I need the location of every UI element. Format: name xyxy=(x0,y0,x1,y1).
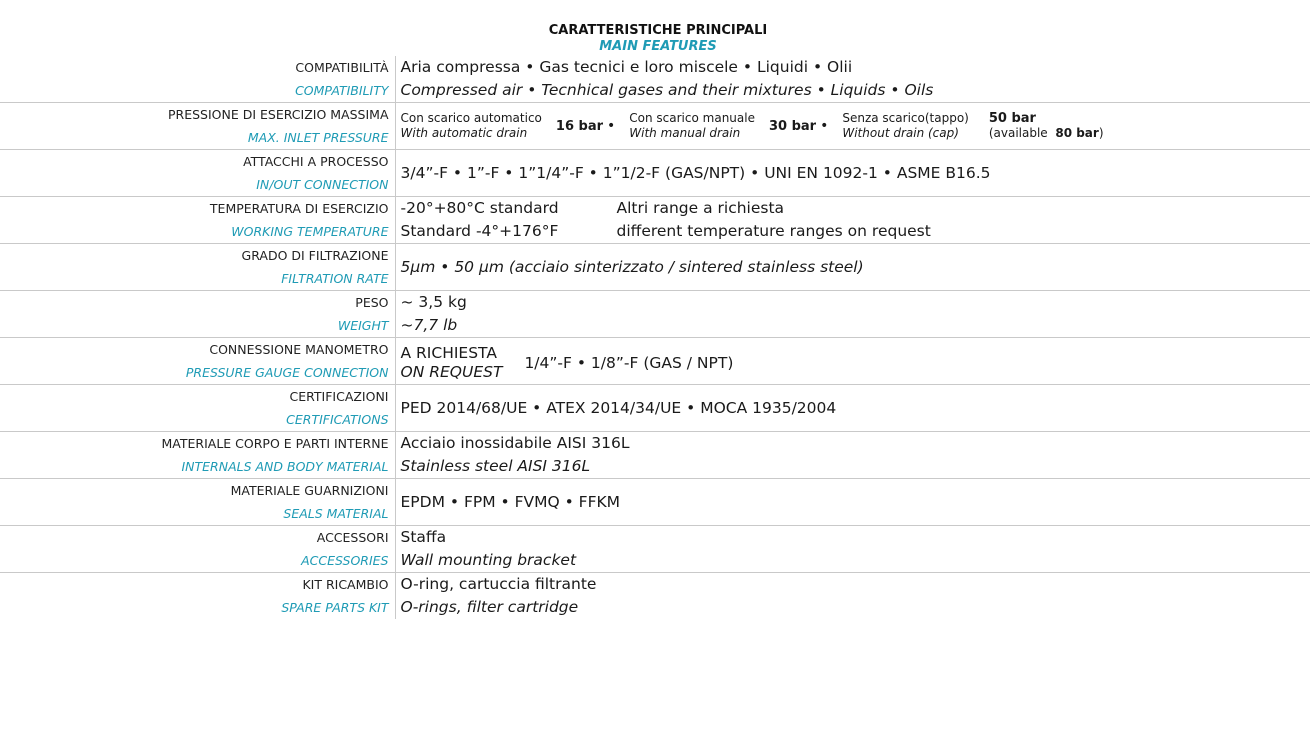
request-italian: A RICHIESTA xyxy=(400,344,497,362)
no-drain-values xyxy=(989,111,1104,141)
row-compatibility xyxy=(0,56,1310,103)
available-suffix: ) xyxy=(1098,126,1104,140)
value-english: Stainless steel AISI 316L xyxy=(400,457,591,475)
label-cell xyxy=(0,479,395,526)
label-cell xyxy=(0,103,395,150)
manual-drain-value: 30 bar xyxy=(768,118,817,134)
label-english: COMPATIBILITY xyxy=(295,83,389,98)
value-cell xyxy=(395,479,1310,526)
label-italian: PESO xyxy=(355,295,389,310)
label-english: ACCESSORIES xyxy=(301,553,389,568)
auto-drain-english: With automatic drain xyxy=(400,126,528,140)
row-gauge-connection xyxy=(0,338,1310,385)
title-italian: CARATTERISTICHE PRINCIPALI xyxy=(548,23,768,38)
value-italian: Staffa xyxy=(400,528,447,546)
row-seals-material xyxy=(0,479,1310,526)
value-pair xyxy=(401,56,1311,102)
no-drain-group xyxy=(842,111,1103,141)
features-table xyxy=(0,56,1310,619)
label-cell xyxy=(0,197,395,244)
separator-dot: • xyxy=(607,118,616,134)
value-cell xyxy=(395,103,1310,150)
label-english: SEALS MATERIAL xyxy=(283,506,389,521)
label-english: WEIGHT xyxy=(337,318,389,333)
manual-drain-group xyxy=(629,111,842,141)
title-english: MAIN FEATURES xyxy=(599,39,717,54)
row-working-temperature xyxy=(0,197,1310,244)
label-cell xyxy=(0,56,395,103)
value-pair xyxy=(401,573,1311,619)
label-italian: TEMPERATURA DI ESERCIZIO xyxy=(209,201,389,216)
temperature-values xyxy=(401,197,1311,243)
label-italian: MATERIALE CORPO E PARTI INTERNE xyxy=(161,436,389,451)
value-english: O-rings, filter cartridge xyxy=(400,598,579,616)
manual-drain-italian: Con scarico manuale xyxy=(629,111,755,125)
label-cell xyxy=(0,385,395,432)
note-italian: Altri range a richiesta xyxy=(616,199,785,217)
range-celsius: -20°+80°C standard xyxy=(400,199,559,217)
row-certifications xyxy=(0,385,1310,432)
temperature-range xyxy=(401,197,617,243)
row-filtration-rate xyxy=(0,244,1310,291)
value-english: Compressed air • Tecnhical gases and their mixtures • Liquids • Oils xyxy=(400,81,934,99)
label-cell xyxy=(0,573,395,620)
value-cell xyxy=(395,432,1310,479)
value-text: 3/4”-F • 1”-F • 1”1/4”-F • 1”1/2-F (GAS/NPT) • UNI EN 1092-1 • ASME B16.5 xyxy=(400,163,991,182)
value-cell xyxy=(395,573,1310,620)
row-max-pressure xyxy=(0,103,1310,150)
features-header xyxy=(0,23,1316,55)
no-drain-label xyxy=(842,111,968,141)
auto-drain-group xyxy=(401,111,630,141)
label-english: FILTRATION RATE xyxy=(281,271,389,286)
label-cell xyxy=(0,291,395,338)
label-cell xyxy=(0,432,395,479)
value-english: ~7,7 lb xyxy=(400,316,458,334)
label-cell xyxy=(0,338,395,385)
label-italian: GRADO DI FILTRAZIONE xyxy=(241,248,389,263)
label-english: MAX. INLET PRESSURE xyxy=(247,130,389,145)
no-drain-value: 50 bar xyxy=(988,111,1036,126)
label-italian: ATTACCHI A PROCESSO xyxy=(243,154,389,169)
value-cell xyxy=(395,56,1310,103)
label-italian: KIT RICAMBIO xyxy=(302,577,389,592)
row-body-material xyxy=(0,432,1310,479)
value-italian: Acciaio inossidabile AISI 316L xyxy=(400,434,630,452)
row-weight xyxy=(0,291,1310,338)
label-cell xyxy=(0,526,395,573)
label-italian: PRESSIONE DI ESERCIZIO MASSIMA xyxy=(167,107,389,122)
label-english: SPARE PARTS KIT xyxy=(281,600,389,615)
label-italian: COMPATIBILITÀ xyxy=(295,60,389,75)
value-italian: ~ 3,5 kg xyxy=(400,293,467,311)
auto-drain-italian: Con scarico automatico xyxy=(400,111,542,125)
label-english: INTERNALS AND BODY MATERIAL xyxy=(181,459,389,474)
label-english: IN/OUT CONNECTION xyxy=(256,177,389,192)
value-pair xyxy=(401,432,1311,478)
no-drain-english: Without drain (cap) xyxy=(842,126,959,140)
value-pair xyxy=(401,526,1311,572)
value-pair xyxy=(401,291,1311,337)
value-cell xyxy=(395,197,1310,244)
value-cell xyxy=(395,244,1310,291)
no-drain-italian: Senza scarico(tappo) xyxy=(842,111,969,125)
label-italian: CERTIFICAZIONI xyxy=(289,389,389,404)
gauge-request xyxy=(401,340,503,382)
value-text: 5µm • 50 µm (acciaio sinterizzato / sintered stainless steel) xyxy=(400,257,864,276)
manual-drain-english: With manual drain xyxy=(629,126,741,140)
gauge-value: 1/4”-F • 1/8”-F (GAS / NPT) xyxy=(524,354,734,372)
value-cell xyxy=(395,385,1310,432)
manual-drain-label xyxy=(629,111,755,141)
value-cell xyxy=(395,291,1310,338)
value-cell xyxy=(395,338,1310,385)
value-english: Wall mounting bracket xyxy=(400,551,577,569)
label-cell xyxy=(0,150,395,197)
label-english: PRESSURE GAUGE CONNECTION xyxy=(185,365,389,380)
row-inout-connection xyxy=(0,150,1310,197)
gauge-values xyxy=(401,340,1311,382)
available-note xyxy=(989,126,1104,141)
value-italian: Aria compressa • Gas tecnici e loro miscele • Liquidi • Olii xyxy=(400,58,853,76)
label-italian: ACCESSORI xyxy=(316,530,389,545)
temperature-note xyxy=(617,197,931,243)
value-text: PED 2014/68/UE • ATEX 2014/34/UE • MOCA 1935/2004 xyxy=(400,398,837,417)
label-cell xyxy=(0,244,395,291)
value-cell xyxy=(395,526,1310,573)
range-fahrenheit: Standard -4°+176°F xyxy=(400,222,559,240)
label-english: CERTIFICATIONS xyxy=(286,412,389,427)
available-prefix: (available xyxy=(988,126,1048,140)
label-italian: CONNESSIONE MANOMETRO xyxy=(209,342,389,357)
row-spare-parts xyxy=(0,573,1310,620)
request-english: ON REQUEST xyxy=(400,363,503,381)
separator-dot: • xyxy=(820,118,829,134)
auto-drain-value: 16 bar xyxy=(555,118,604,134)
available-value: 80 bar xyxy=(1055,126,1099,140)
label-english: WORKING TEMPERATURE xyxy=(231,224,389,239)
value-italian: O-ring, cartuccia filtrante xyxy=(400,575,597,593)
label-italian: MATERIALE GUARNIZIONI xyxy=(230,483,389,498)
auto-drain-label xyxy=(401,111,542,141)
value-cell xyxy=(395,150,1310,197)
row-accessories xyxy=(0,526,1310,573)
note-english: different temperature ranges on request xyxy=(616,222,931,240)
pressure-values xyxy=(401,103,1311,149)
value-text: EPDM • FPM • FVMQ • FFKM xyxy=(400,492,621,511)
